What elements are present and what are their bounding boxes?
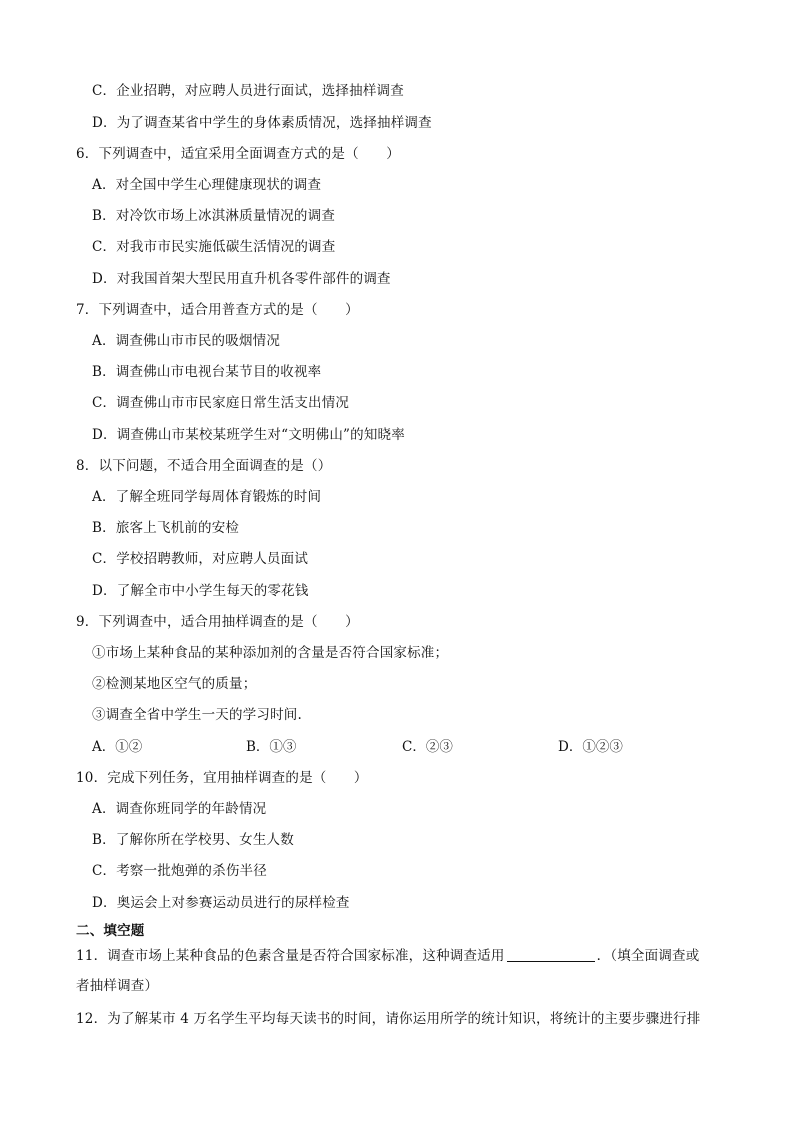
q7-option-d[interactable]: D．调查佛山市某校某班学生对“文明佛山”的知晓率 <box>92 427 405 443</box>
q8-option-b[interactable]: B．旅客上飞机前的安检 <box>92 520 240 536</box>
question-10: 10．完成下列任务，宜用抽样调查的是（ ） <box>76 770 368 786</box>
section-heading-fill-in: 二、填空题 <box>76 923 145 939</box>
q6-option-b[interactable]: B．对冷饮市场上冰淇淋质量情况的调查 <box>92 208 336 224</box>
q10-option-c[interactable]: C．考察一批炮弹的杀伤半径 <box>92 863 267 879</box>
q6-option-d[interactable]: D．对我国首架大型民用直升机各零件部件的调查 <box>92 271 391 287</box>
q7-option-c[interactable]: C．调查佛山市市民家庭日常生活支出情况 <box>92 395 350 411</box>
q11-text-before: 11．调查市场上某种食品的色素含量是否符合国家标准，这种调查适用 <box>76 948 505 964</box>
q10-option-d[interactable]: D．奥运会上对参赛运动员进行的尿样检查 <box>92 895 350 911</box>
q10-option-b[interactable]: B．了解你所在学校男、女生人数 <box>92 832 294 848</box>
q6-option-c[interactable]: C．对我市市民实施低碳生活情况的调查 <box>92 239 336 255</box>
question-6: 6．下列调查中，适宜采用全面调查方式的是（ ） <box>76 146 400 162</box>
q7-option-b[interactable]: B．调查佛山市电视台某节目的收视率 <box>92 364 322 380</box>
q6-option-a[interactable]: A．对全国中学生心理健康现状的调查 <box>92 177 322 193</box>
q10-option-a[interactable]: A．调查你班同学的年龄情况 <box>92 801 267 817</box>
q9-option-a[interactable]: A．①② <box>92 739 143 755</box>
q9-option-d[interactable]: D．①②③ <box>558 739 623 755</box>
question-11-continued: 者抽样调查） <box>76 978 159 994</box>
q8-option-c[interactable]: C．学校招聘教师，对应聘人员面试 <box>92 551 309 567</box>
q9-option-b[interactable]: B．①③ <box>246 739 297 755</box>
q9-option-c[interactable]: C．②③ <box>402 739 453 755</box>
q9-item-1: ①市场上某种食品的某种添加剂的含量是否符合国家标准； <box>92 645 449 661</box>
question-11 <box>76 946 699 966</box>
q8-option-a[interactable]: A．了解全班同学每周体育锻炼的时间 <box>92 489 322 505</box>
question-8: 8．以下问题，不适合用全面调查的是（） <box>76 458 332 474</box>
q7-option-a[interactable]: A．调查佛山市市民的吸烟情况 <box>92 333 281 349</box>
q11-text-after: ．（填全面调查或 <box>596 948 700 964</box>
question-9: 9．下列调查中，适合用抽样调查的是（ ） <box>76 614 359 630</box>
question-7: 7．下列调查中，适合用普查方式的是（ ） <box>76 302 359 318</box>
question-12: 12．为了解某市 4 万名学生平均每天读书的时间，请你运用所学的统计知识，将统计的主要步骤进行排 <box>76 1011 701 1027</box>
q8-option-d[interactable]: D．了解全市中小学生每天的零花钱 <box>92 583 309 599</box>
q9-item-2: ②检测某地区空气的质量； <box>92 676 257 692</box>
q5-option-d[interactable]: D．为了调查某省中学生的身体素质情况，选择抽样调查 <box>92 115 432 131</box>
q9-item-3: ③调查全省中学生一天的学习时间. <box>92 707 302 723</box>
q5-option-c[interactable]: C．企业招聘，对应聘人员进行面试，选择抽样调查 <box>92 83 404 99</box>
q11-answer-blank[interactable] <box>507 947 595 962</box>
